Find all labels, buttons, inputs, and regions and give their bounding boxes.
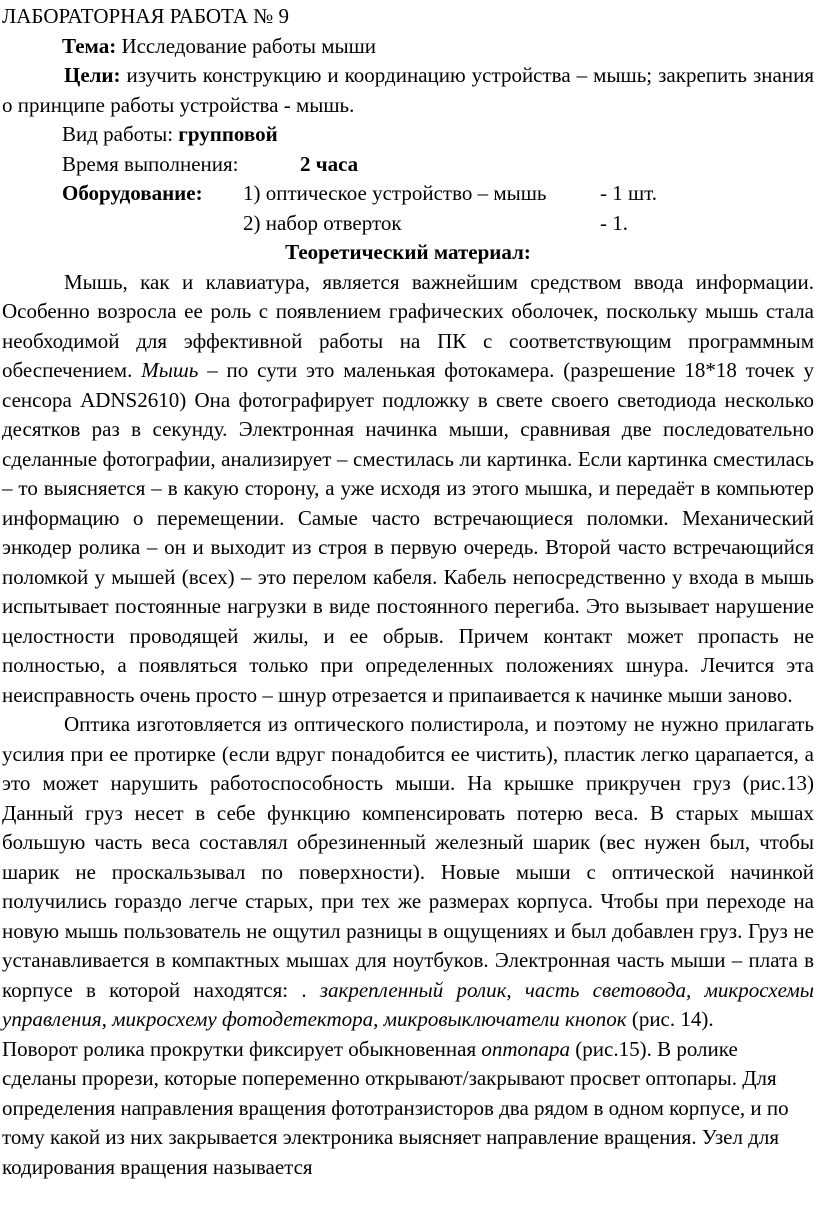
equipment-item-2-qty: - 1. [600,210,628,235]
equipment-item-1-qty: - 1 шт. [600,181,658,205]
paragraph-2 [0,710,816,1035]
paragraph-3-part-1: Поворот ролика прокрутки фиксирует обыкновенная [2,1036,482,1061]
goals-label: Цели: [64,63,121,87]
paragraph-2-part-1: Оптика изготовляется из оптического полистирола, и поэтому не нужно прилагать усилия при ее протирке (если вдруг понадобится ее чистить), пластик легко царапается, а это может нарушить работоспособность мыши. На крышке прикручен груз (рис.13) Данный груз несет в себе функцию компенсировать потерю веса. В старых мышах большую часть веса составлял обрезиненный железный шарик (вес нужен был, чтобы шарик не проскальзывал по поверхности). Новые мыши с оптической начинкой получились гораздо легче старых, при тех же размерах корпуса. Чтобы при переходе на новую мышь пользователь не ощутил разницы в ощущениях и был добавлен груз. Груз не устанавливается в компактных мышах для ноутбуков. Электронная часть мыши – плата в корпусе в которой находятся: . [2,712,814,1002]
paragraph-1-part-1: Мышь, как и клавиатура, является важнейшим средством ввода информации. Особенно возросла ее роль с появлением графических оболочек, поскольку мышь стала необходимой для эффективной работы на ПК с соответствующим программным обеспечением. [2,269,814,382]
work-type-value: групповой [178,122,278,146]
work-type-label: Вид работы: [62,122,174,146]
paragraph-3 [0,1035,816,1183]
goals-line [0,61,816,120]
equipment-row-1 [0,179,816,209]
equipment-item-2-name: 2) набор отверток [243,210,402,235]
paragraph-3-italic: оптопара [481,1036,571,1061]
section-title: Теоретический материал: [285,240,531,264]
topic-value: Исследование работы мыши [121,33,377,58]
paragraph-1-part-2: – по сути это маленькая фотокамера. (разрешение 18*18 точек у сенсора ADNS2610) Она фотографирует подложку в свете своего светодиода несколько десятков раз в секунду. Электронная начинка мыши, сравнивая две последовательно сделанные фотографии, анализирует – сместилась ли картинка. Если картинка сместилась – то выясняется – в какую сторону, а уже исходя из этого мышка, и передаёт в компьютер информацию о перемещении. Самые часто встречающиеся поломки. Механический энкодер ролика – он и выходит из строя в первую очередь. Второй часто встречающийся поломкой у мышей (всех) – это перелом кабеля. Кабель непосредственно у входа в мышь испытывает постоянные нагрузки в виде постоянного перегиба. Это вызывает нарушение целостности проводящей жилы, и ее обрыв. Причем контакт может пропасть не полностью, а появляться только при определенных положениях шнура. Лечится эта неисправность очень просто – шнур отрезается и припаивается к начинке мыши заново. [2,358,814,707]
equipment-item-1-name: 1) оптическое устройство – мышь [243,181,547,205]
work-type-line [0,120,816,150]
equipment-row-2 [0,209,816,239]
equipment-label: Оборудование: [62,181,203,205]
topic-label: Тема: [62,33,117,58]
time-label: Время выполнения: [62,151,239,176]
topic-line [0,32,816,62]
paragraph-2-part-2: (рис. 14). [626,1007,714,1031]
paragraph-1 [0,268,816,711]
time-value: 2 часа [300,151,359,176]
lab-title: ЛАБОРАТОРНАЯ РАБОТА № 9 [2,4,290,28]
paragraph-1-italic: Мышь [141,358,199,382]
paragraph-2-italic: закрепленный ролик, часть световода, микросхемы управления, микросхему фотодетектора, микровыключатели кнопок [2,977,814,1031]
time-line [0,150,816,180]
paragraph-3-part-2: (рис.15). В ролике сделаны прорези, которые попеременно открывают/закрывают просвет оптопары. Для определения направления вращения фототранзисторов два рядом в одном корпусе, и по тому какой из них закрывается электроника выясняет направление вращения. Узел для кодирования вращения называется [2,1036,789,1179]
goals-value: изучить конструкцию и координацию устройства – мышь; закрепить знания о принципе работы устройства - мышь. [2,63,815,117]
